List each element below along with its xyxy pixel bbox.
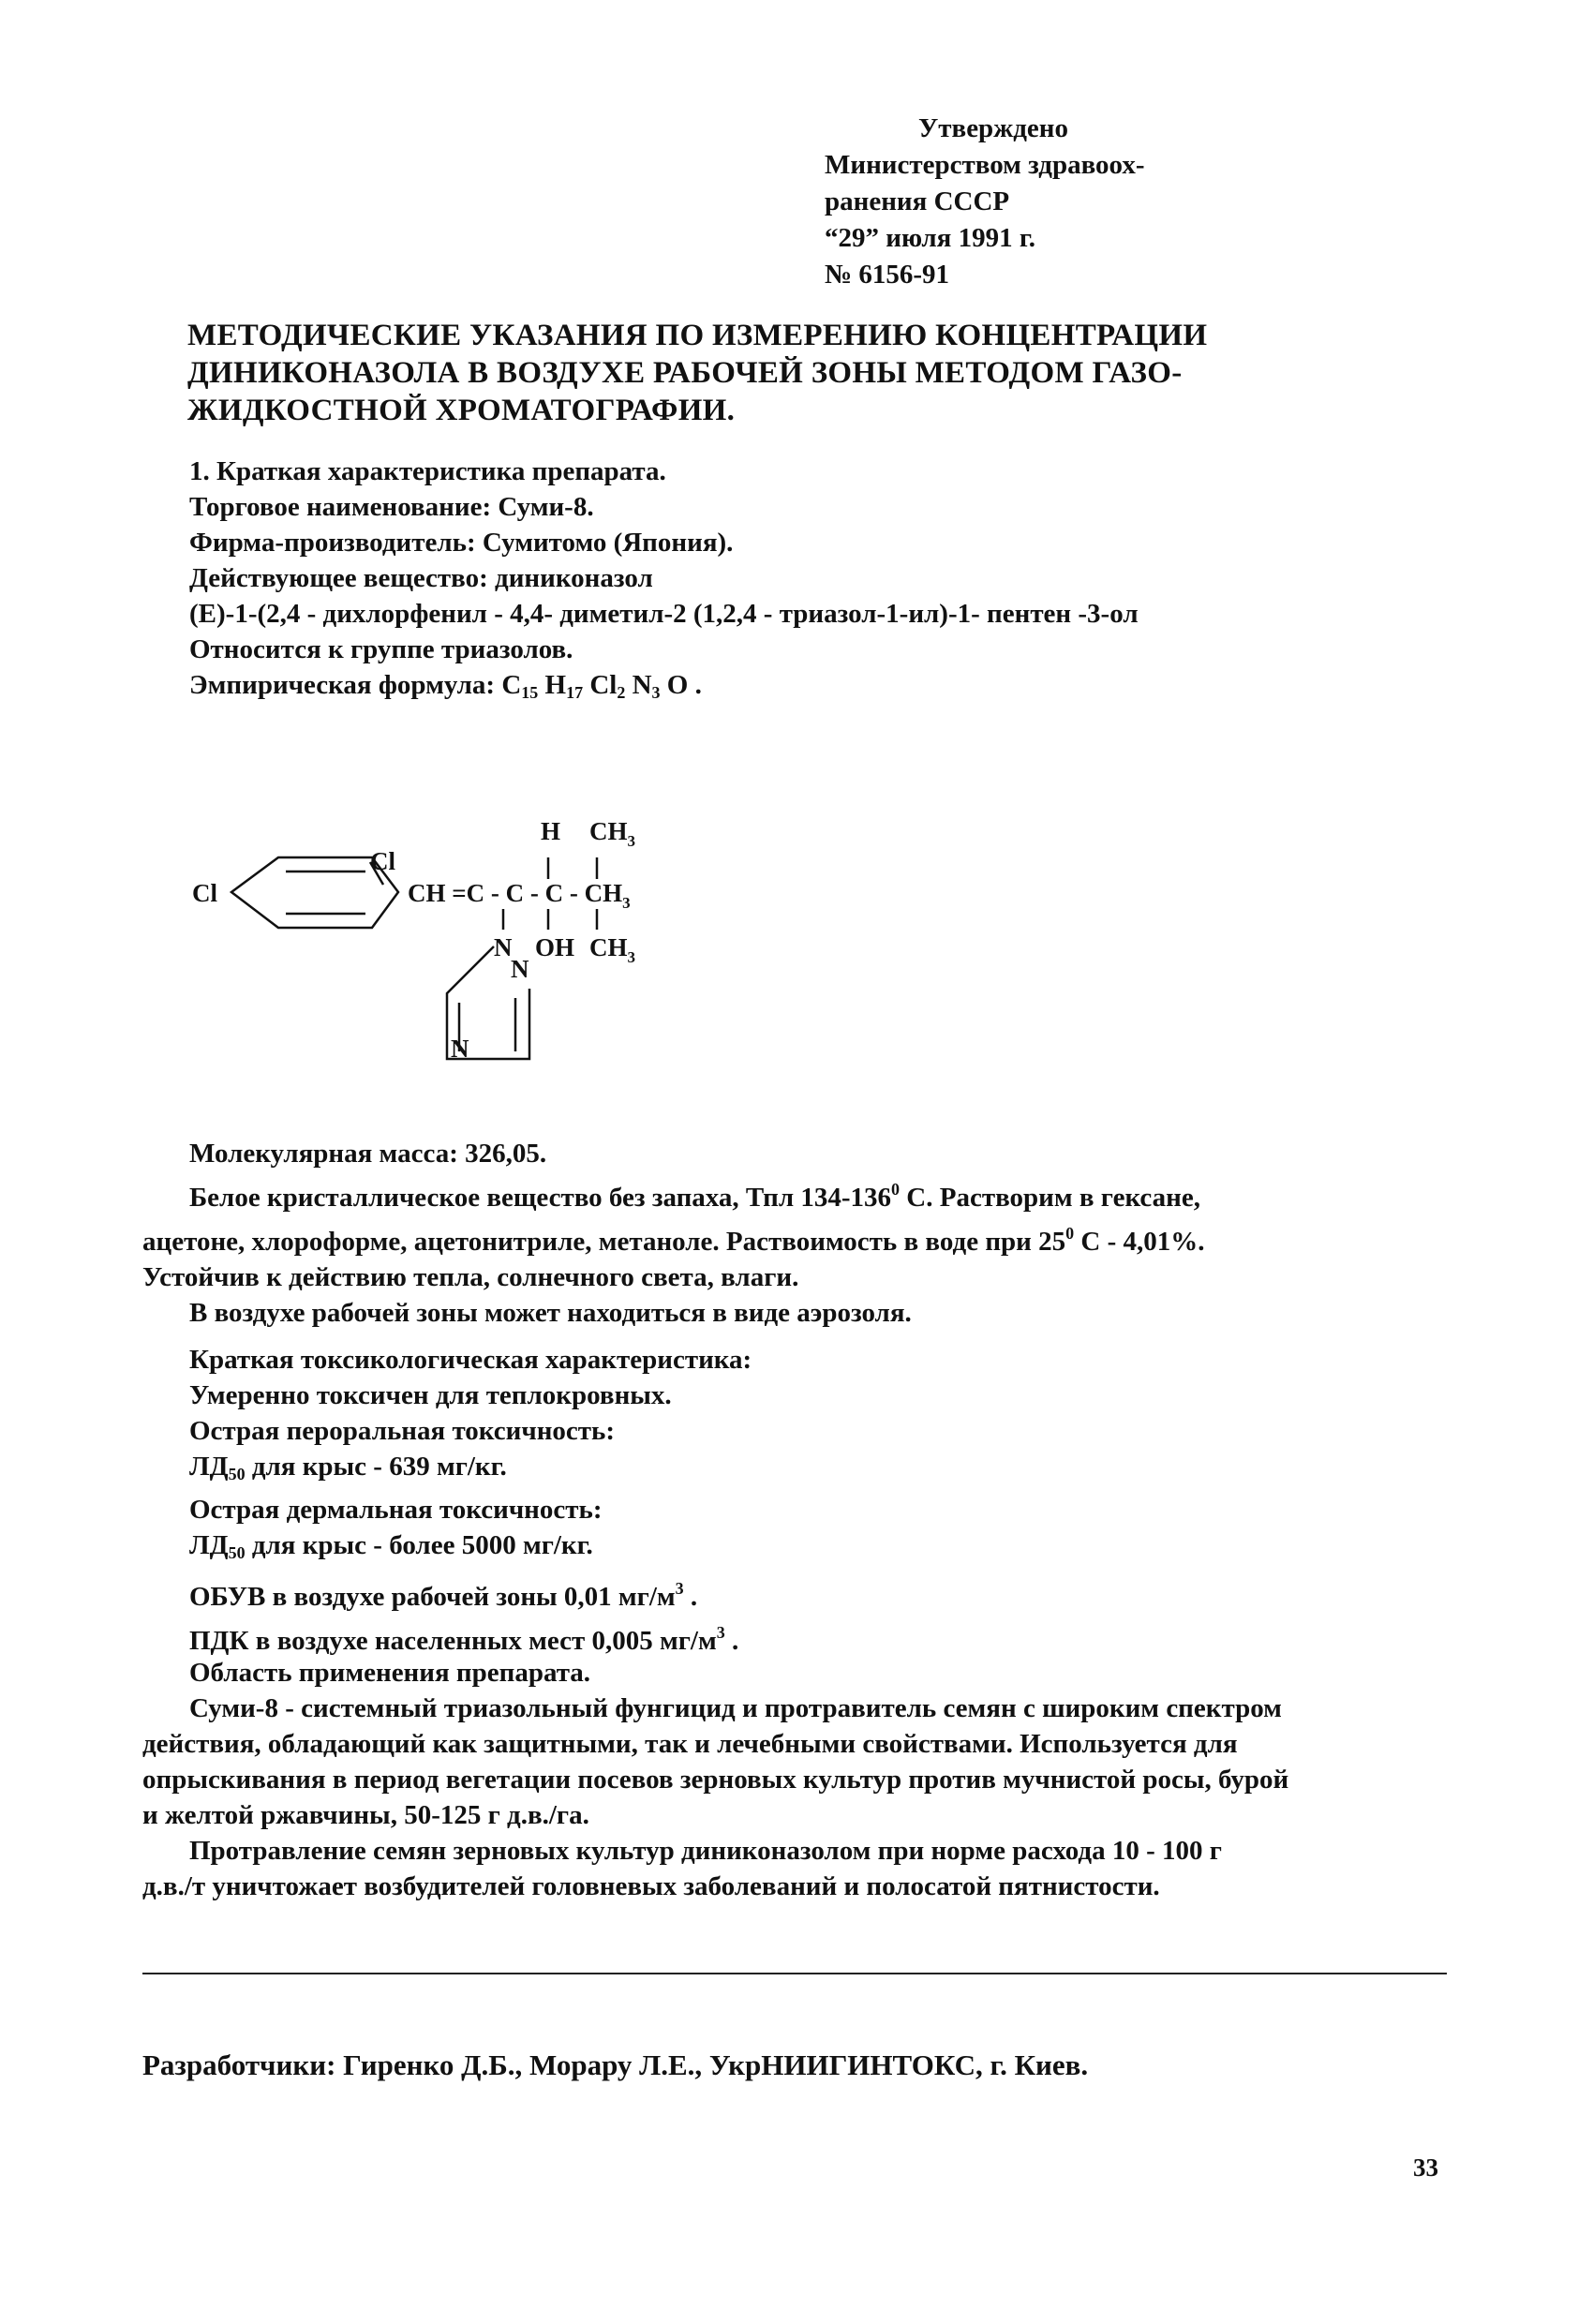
hydroxyl-label: OH bbox=[535, 933, 575, 961]
approval-line: ранения СССР bbox=[825, 186, 1010, 216]
formula-count: 17 bbox=[566, 683, 584, 702]
paragraph-line: и желтой ржавчины, 50-125 г д.в./га. bbox=[142, 1800, 589, 1830]
property-line: Белое кристаллическое вещество без запаха, Тпл $134-136^0$ С. Растворим в гексане, bbox=[189, 1180, 1200, 1213]
document-title bbox=[187, 317, 1406, 429]
paragraph-line: действия, обладающий как защитными, так и лечебными свойствами. Используется для bbox=[142, 1729, 1238, 1759]
property-line: ацетоне, хлороформе, ацетонитриле, метаноле. Раствоимость в воде при $25^0$ С - 4,01%. bbox=[142, 1224, 1205, 1257]
paragraph-line: Суми-8 - системный триазольный фунгицид и протравитель семян с широким спектром bbox=[189, 1693, 1282, 1723]
application-heading: Область применения препарата. bbox=[189, 1658, 591, 1688]
approval-number: № 6156-91 bbox=[825, 260, 950, 290]
toxicology-line: Острая пероральная токсичность: bbox=[189, 1416, 616, 1446]
toxicology-line: $ЛД_{50}$ для крыс - более 5000 мг/кг. bbox=[189, 1530, 593, 1562]
formula-element: H bbox=[538, 670, 567, 700]
toxicology-line: $ЛД_{50}$ для крыс - 639 мг/кг. bbox=[189, 1452, 507, 1483]
methyl-label: $CH_3$ bbox=[589, 933, 635, 966]
title-line: МЕТОДИЧЕСКИЕ УКАЗАНИЯ ПО ИЗМЕРЕНИЮ КОНЦЕНТРАЦИИ bbox=[187, 319, 1208, 352]
paragraph-line: Протравление семян зерновых культур диниконазолом при норме расхода 10 - 100 г bbox=[189, 1836, 1222, 1866]
title-line: ДИНИКОНАЗОЛА В ВОЗДУХЕ РАБОЧЕЙ ЗОНЫ МЕТОДОМ ГАЗО- bbox=[187, 356, 1183, 390]
formula-element: Cl bbox=[583, 670, 618, 700]
chlorine-label: Cl bbox=[192, 879, 217, 907]
toxicology-line: Умеренно токсичен для теплокровных. bbox=[189, 1380, 672, 1410]
active-substance: Действующее вещество: диниконазол bbox=[189, 563, 653, 593]
nitrogen-label: N bbox=[511, 955, 529, 983]
molecular-mass: Молекулярная масса: 326,05. bbox=[189, 1139, 547, 1169]
toxicology-section bbox=[189, 1342, 752, 1659]
chlorine-label: Cl bbox=[370, 847, 395, 875]
formula-count: 3 bbox=[651, 683, 661, 702]
section-characteristics bbox=[189, 454, 1139, 710]
formula-label: Эмпирическая формула: bbox=[189, 670, 502, 700]
structural-formula bbox=[192, 806, 717, 1078]
methyl-label: $CH_3$ bbox=[589, 817, 635, 850]
chemical-group: Относится к группе триазолов. bbox=[189, 634, 573, 664]
paragraph-line: опрыскивания в период вегетации посевов зерновых культур против мучнистой росы, бурой bbox=[142, 1765, 1289, 1795]
formula-count: 2 bbox=[617, 683, 626, 702]
nitrogen-label: N bbox=[494, 933, 513, 961]
toxicology-line: Острая дермальная токсичность: bbox=[189, 1495, 603, 1525]
approval-line: Министерством здравоох- bbox=[825, 150, 1145, 180]
property-line: В воздухе рабочей зоны может находиться в виде аэрозоля. bbox=[189, 1298, 912, 1328]
trade-name: Торговое наименование: Суми-8. bbox=[189, 492, 594, 522]
toxicology-heading: Краткая токсикологическая характеристика: bbox=[189, 1345, 752, 1375]
toxicology-line: ПДК в воздухе населенных мест 0,005 $мг/м^3$ . bbox=[189, 1623, 739, 1656]
iupac-name: (Е)-1-(2,4 - дихлорфенил - 4,4- диметил-2 (1,2,4 - триазол-1-ил)-1- пентен -3-ол bbox=[189, 599, 1139, 629]
chain-label: CH $=C - C - C - CH_3$ bbox=[408, 879, 631, 912]
property-line: Устойчив к действию тепла, солнечного света, влаги. bbox=[142, 1262, 799, 1292]
approval-block bbox=[825, 111, 1144, 293]
hydrogen-label: H bbox=[541, 817, 561, 845]
empirical-formula bbox=[189, 667, 1139, 710]
page-number: 33 bbox=[1413, 2153, 1438, 2182]
formula-element: O . bbox=[660, 670, 702, 700]
manufacturer: Фирма-производитель: Сумитомо (Япония). bbox=[189, 528, 734, 558]
developers-note: Разработчики: Гиренко Д.Б., Морару Л.Е., УкрНИИГИНТОКС, г. Киев. bbox=[142, 2048, 1089, 2081]
physical-properties bbox=[142, 1136, 1454, 1331]
formula-count: 15 bbox=[521, 683, 539, 702]
formula-element: N bbox=[625, 670, 652, 700]
approval-date: “29” июля 1991 г. bbox=[825, 223, 1036, 253]
section-heading: 1. Краткая характеристика препарата. bbox=[189, 456, 666, 486]
approval-line: Утверждено bbox=[918, 113, 1068, 143]
paragraph-line: д.в./т уничтожает возбудителей головневых заболеваний и полосатой пятнистости. bbox=[142, 1871, 1160, 1901]
toxicology-line: ОБУВ в воздухе рабочей зоны 0,01 $мг/м^3$ . bbox=[189, 1579, 698, 1612]
title-line: ЖИДКОСТНОЙ ХРОМАТОГРАФИИ. bbox=[187, 394, 736, 427]
footnote-divider bbox=[142, 1973, 1447, 1974]
application-section bbox=[142, 1655, 1454, 1904]
formula-element: C bbox=[501, 670, 522, 700]
nitrogen-label: N bbox=[451, 1035, 469, 1063]
